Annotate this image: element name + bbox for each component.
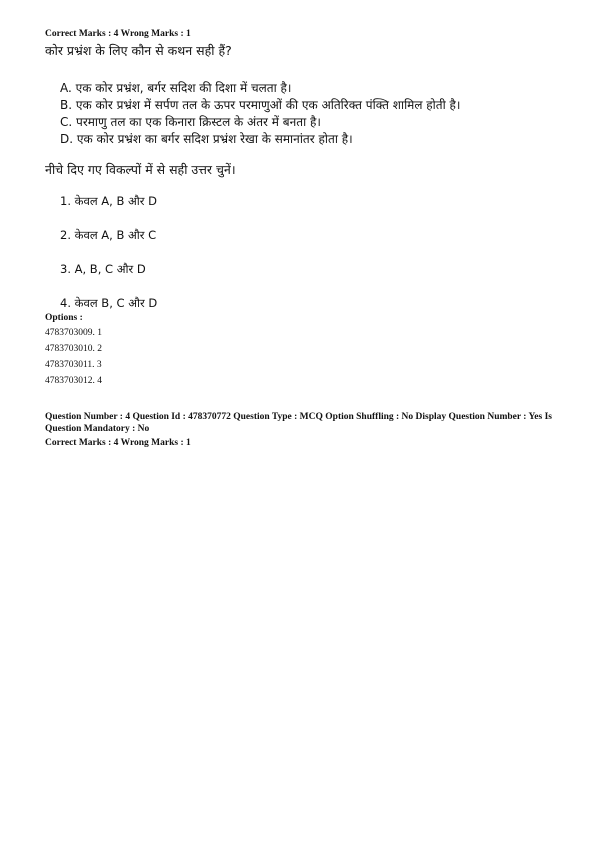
- choice-3: 3. A, B, C और D: [60, 262, 146, 276]
- statement-d: D. एक कोर प्रभ्रंश का बर्गर सदिश प्रभ्रंश रेखा के समानांतर होता है।: [60, 132, 353, 146]
- instruction-text: नीचे दिए गए विकल्पों में से सही उत्तर चुनें।: [45, 162, 236, 177]
- choice-1: 1. केवल A, B और D: [60, 194, 158, 208]
- next-marks-info: Correct Marks : 4 Wrong Marks : 1: [45, 438, 191, 448]
- statement-a: A. एक कोर प्रभ्रंश, बर्गर सदिश की दिशा में चलता है।: [60, 81, 292, 95]
- question-text: कोर प्रभ्रंश के लिए कौन से कथन सही हैं?: [45, 43, 232, 58]
- statement-b: B. एक कोर प्रभ्रंश में सर्पण तल के ऊपर परमाणुओं की एक अतिरिक्त पंक्ति शामिल होती है।: [60, 98, 461, 112]
- options-heading: Options :: [45, 313, 83, 323]
- choice-2: 2. केवल A, B और C: [60, 228, 157, 242]
- choice-4: 4. केवल B, C और D: [60, 296, 158, 310]
- marks-info: Correct Marks : 4 Wrong Marks : 1: [45, 29, 191, 39]
- option-id-1: 4783703009. 1: [45, 328, 102, 338]
- statement-c: C. परमाणु तल का एक किनारा क्रिस्टल के अंतर में बनता है।: [60, 115, 321, 129]
- question-meta: Question Number : 4 Question Id : 478370772 Question Type : MCQ Option Shuffling : No Display Question Number : Yes Is Question Mandatory : No: [45, 412, 552, 434]
- option-id-4: 4783703012. 4: [45, 376, 102, 386]
- option-id-2: 4783703010. 2: [45, 344, 102, 354]
- option-id-3: 4783703011. 3: [45, 360, 102, 370]
